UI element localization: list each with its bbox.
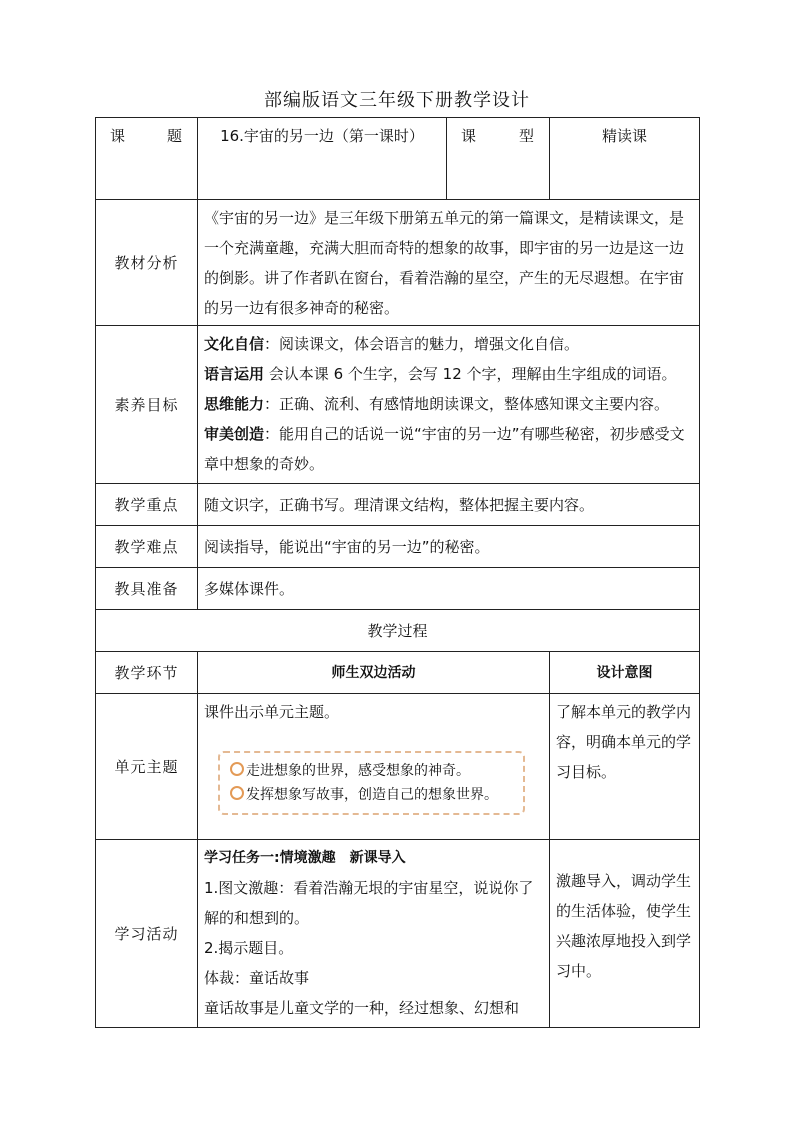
learning-line: 童话故事是儿童文学的一种，经过想象、幻想和	[204, 999, 520, 1017]
learning-activity	[198, 840, 550, 1028]
materials-row	[96, 568, 700, 610]
learning-line: 体裁：童话故事	[204, 969, 310, 987]
process-columns-row	[96, 652, 700, 694]
difficulties-text: 阅读指导，能说出“宇宙的另一边”的秘密。	[198, 526, 700, 568]
unit-theme-intro: 课件出示单元主题。	[204, 703, 340, 721]
unit-theme-label: 单元主题	[96, 694, 198, 840]
learning-line: 1.图文激趣：看着浩瀚无垠的宇宙星空，说说你了解的和想到的。	[204, 879, 534, 927]
activity-column-header: 师生双边活动	[198, 652, 550, 694]
circle-bullet-icon	[230, 786, 244, 800]
topic-value: 16.宇宙的另一边（第一课时）	[198, 118, 447, 200]
process-heading: 教学过程	[96, 610, 700, 652]
goal-item: 审美创造：能用自己的话说一说“宇宙的另一边”有哪些秘密，初步感受文章中想象的奇妙。	[204, 425, 685, 473]
goal-item: 语言运用 会认本课 6 个生字，会写 12 个字，理解由生字组成的词语。	[204, 365, 677, 383]
analysis-row	[96, 200, 700, 326]
circle-bullet-icon	[230, 762, 244, 776]
key-points-text: 随文识字，正确书写。理清课文结构，整体把握主要内容。	[198, 484, 700, 526]
theme-bullet: 发挥想象写故事，创造自己的想象世界。	[230, 783, 513, 807]
header-row	[96, 118, 700, 200]
goals-label: 素养目标	[96, 326, 198, 484]
goals-list	[198, 326, 700, 484]
key-points-label: 教学重点	[96, 484, 198, 526]
difficulties-label: 教学难点	[96, 526, 198, 568]
topic-label: 课 题	[96, 118, 198, 200]
intent-column-header: 设计意图	[550, 652, 700, 694]
learning-row	[96, 840, 700, 1028]
learning-line: 2.揭示题目。	[204, 939, 294, 957]
type-value: 精读课	[550, 118, 700, 200]
process-heading-row	[96, 610, 700, 652]
analysis-text: 《宇宙的另一边》是三年级下册第五单元的第一篇课文，是精读课文，是一个充满童趣，充满大胆而奇特的想象的故事，即宇宙的另一边是这一边的倒影。讲了作者趴在窗台，看着浩瀚的星空，产生的无尽遐想。在宇宙的另一边有很多神奇的秘密。	[198, 200, 700, 326]
document-title: 部编版语文三年级下册教学设计	[264, 90, 530, 111]
learning-intent: 激趣导入，调动学生的生活体验，使学生兴趣浓厚地投入到学习中。	[550, 840, 700, 1028]
theme-bullet: 走进想象的世界，感受想象的神奇。	[230, 759, 513, 783]
unit-theme-row	[96, 694, 700, 840]
materials-label: 教具准备	[96, 568, 198, 610]
stage-column-header: 教学环节	[96, 652, 198, 694]
unit-theme-intent: 了解本单元的教学内容，明确本单元的学习目标。	[550, 694, 700, 840]
learning-task-title: 学习任务一:情境激趣 新课导入	[204, 850, 406, 866]
key-points-row	[96, 484, 700, 526]
difficulties-row	[96, 526, 700, 568]
materials-text: 多媒体课件。	[198, 568, 700, 610]
goals-row	[96, 326, 700, 484]
lesson-plan-table	[95, 117, 700, 1028]
goal-item: 文化自信：阅读课文，体会语言的魅力，增强文化自信。	[204, 335, 580, 353]
goal-item: 思维能力：正确、流利、有感情地朗读课文，整体感知课文主要内容。	[204, 395, 670, 413]
analysis-label: 教材分析	[96, 200, 198, 326]
unit-theme-box	[218, 751, 525, 815]
type-label: 课 型	[447, 118, 550, 200]
unit-theme-activity	[198, 694, 550, 840]
learning-label: 学习活动	[96, 840, 198, 1028]
